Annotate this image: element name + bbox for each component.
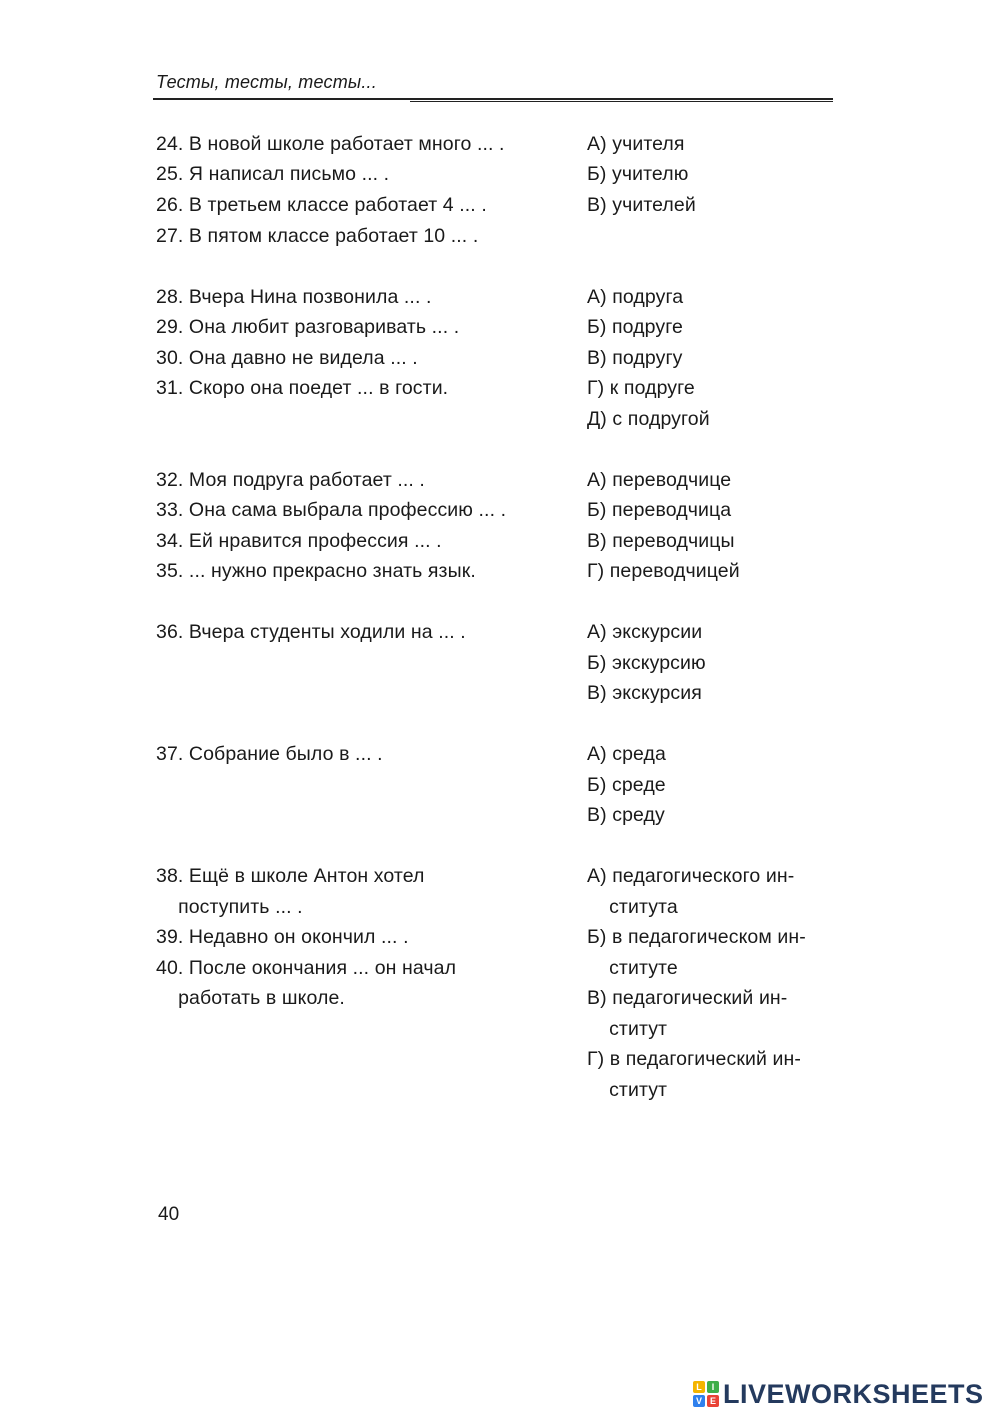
answer-option: А) подруга [587,286,684,308]
question-line: 26. В третьем классе работает 4 ... . [156,194,487,216]
logo-letter: V [693,1395,705,1407]
answer-option: А) педагогического ин- [587,865,795,887]
running-header: Тесты, тесты, тесты... [156,72,377,92]
answer-option: В) подругу [587,347,683,369]
question-line: 35. ... нужно прекрасно знать язык. [156,560,476,582]
brand-name: LIVEWORKSHEETS [723,1378,984,1409]
answer-option: Г) в педагогический ин- [587,1048,801,1070]
answer-option: ститут [587,1018,668,1040]
answer-option: ститут [587,1079,668,1101]
answer-option: ститута [587,896,678,918]
answer-option: В) среду [587,804,665,826]
answer-option: Б) среде [587,774,666,796]
question-line: 27. В пятом классе работает 10 ... . [156,225,479,247]
question-line: 40. После окончания ... он начал [156,957,457,979]
question-line: 38. Ещё в школе Антон хотел [156,865,425,887]
logo-letter: L [693,1381,705,1393]
header-rule [153,98,833,100]
answer-option: А) учителя [587,133,685,155]
answer-option: Б) учителю [587,163,689,185]
question-line: 30. Она давно не видела ... . [156,347,418,369]
answer-option: Г) переводчицей [587,560,740,582]
question-line: 31. Скоро она поедет ... в гости. [156,377,449,399]
question-line: 34. Ей нравится профессия ... . [156,530,442,552]
logo-icon [693,1381,719,1407]
question-line: 28. Вчера Нина позвонила ... . [156,286,432,308]
answer-option: Д) с подругой [587,408,710,430]
question-line: 37. Собрание было в ... . [156,743,383,765]
answer-option: В) педагогический ин- [587,987,788,1009]
header-rule-thin [410,101,833,102]
question-line: 25. Я написал письмо ... . [156,163,390,185]
question-line: 39. Недавно он окончил ... . [156,926,409,948]
answer-option: Б) в педагогическом ин- [587,926,806,948]
answer-option: ституте [587,957,678,979]
liveworksheets-logo[interactable] [693,1377,984,1411]
question-line: поступить ... . [156,896,303,918]
answer-option: В) учителей [587,194,696,216]
logo-letter: E [707,1395,719,1407]
question-line: 36. Вчера студенты ходили на ... . [156,621,466,643]
answer-option: В) переводчицы [587,530,735,552]
answer-option: А) переводчице [587,469,732,491]
answer-option: А) экскурсии [587,621,703,643]
question-line: работать в школе. [156,987,345,1009]
page-number: 40 [158,1204,180,1225]
question-line: 24. В новой школе работает много ... . [156,133,505,155]
question-line: 33. Она сама выбрала профессию ... . [156,499,507,521]
answer-option: А) среда [587,743,666,765]
answer-option: Б) подруге [587,316,683,338]
question-line: 29. Она любит разговаривать ... . [156,316,460,338]
answer-option: Б) экскурсию [587,652,706,674]
answer-option: Б) переводчица [587,499,732,521]
logo-letter: I [707,1381,719,1393]
question-line: 32. Моя подруга работает ... . [156,469,425,491]
answer-option: В) экскурсия [587,682,702,704]
answer-option: Г) к подруге [587,377,695,399]
